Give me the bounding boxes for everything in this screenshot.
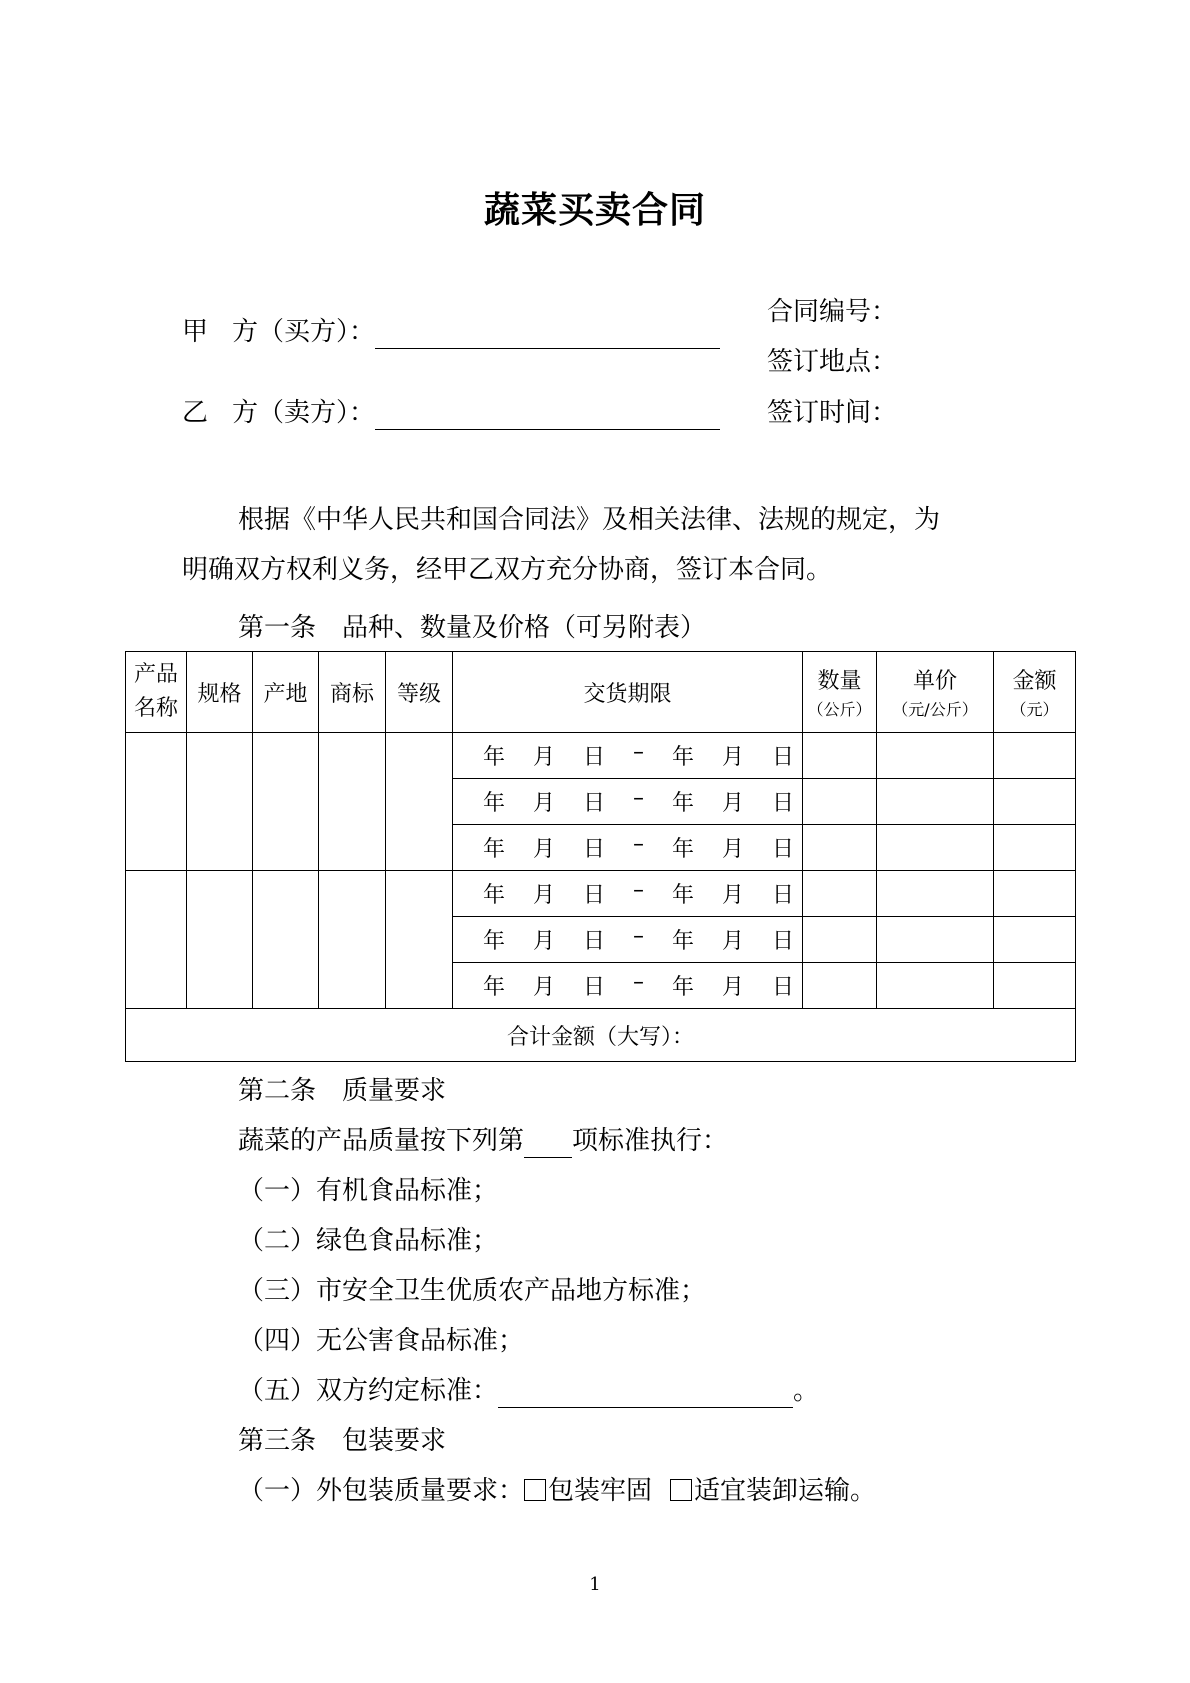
unit-price-cell[interactable]: [877, 963, 994, 1009]
date-part: 日: [583, 745, 606, 770]
agreed-standard-field[interactable]: [498, 1375, 793, 1408]
article-3-heading: 第三条 包装要求: [238, 1426, 447, 1456]
date-part: 月: [721, 837, 744, 862]
product-table: [125, 651, 1076, 1062]
header-spec: 规格: [187, 652, 253, 733]
header-product-name: [126, 652, 187, 733]
article-2-heading: 第二条 质量要求: [238, 1076, 447, 1106]
date-part: 年: [483, 975, 506, 1000]
delivery-period-cell[interactable]: [453, 963, 803, 1009]
date-part: 月: [533, 883, 556, 908]
date-part: 年: [483, 837, 506, 862]
date-part: 日: [771, 975, 794, 1000]
quantity-cell[interactable]: [803, 733, 877, 779]
unit-price-cell[interactable]: [877, 825, 994, 871]
delivery-period-cell[interactable]: [453, 733, 803, 779]
date-part: 月: [533, 745, 556, 770]
quality-item-3: （三）市安全卫生优质农产品地方标准；: [238, 1276, 707, 1306]
unit-price-cell[interactable]: [877, 917, 994, 963]
party-a-role: 方（买方）：: [232, 317, 376, 347]
quality-intro-after: 项标准执行：: [572, 1126, 729, 1156]
article-1-heading: 第一条 品种、数量及价格（可另附表）: [238, 613, 707, 643]
amount-cell[interactable]: [994, 917, 1076, 963]
header-name-top: 产品: [133, 662, 178, 687]
party-b-name-field[interactable]: [375, 397, 720, 430]
total-amount-cell[interactable]: [126, 1009, 1076, 1062]
total-row: [126, 1009, 1076, 1062]
page-number: 1: [589, 1574, 601, 1595]
date-part: 年: [483, 791, 506, 816]
date-part: 月: [533, 929, 556, 954]
quality-intro-before: 蔬菜的产品质量按下列第: [238, 1126, 525, 1156]
date-part: 日: [771, 929, 794, 954]
delivery-period-cell[interactable]: [453, 825, 803, 871]
header-name-bottom: 名称: [133, 696, 178, 721]
delivery-period-cell[interactable]: [453, 779, 803, 825]
option-transport-label: 适宜装卸运输。: [694, 1476, 877, 1506]
amount-cell[interactable]: [994, 871, 1076, 917]
quality-item-4: （四）无公害食品标准；: [238, 1326, 525, 1356]
header-quantity-label: 数量: [817, 668, 862, 694]
origin-cell[interactable]: [253, 871, 319, 1009]
product-name-cell[interactable]: [126, 733, 187, 871]
date-part: 年: [483, 929, 506, 954]
amount-cell[interactable]: [994, 779, 1076, 825]
date-part: 年: [671, 883, 694, 908]
quality-item-5-end: 。: [793, 1376, 820, 1406]
date-part: 日: [583, 791, 606, 816]
header-origin: 产地: [253, 652, 319, 733]
checkbox-transport[interactable]: [670, 1479, 692, 1501]
date-part: –: [633, 786, 644, 811]
date-part: 年: [483, 745, 506, 770]
spec-cell[interactable]: [187, 733, 253, 871]
date-part: 日: [771, 837, 794, 862]
unit-price-cell[interactable]: [877, 779, 994, 825]
date-part: 月: [533, 837, 556, 862]
party-a-line: [182, 316, 720, 349]
date-part: 日: [771, 883, 794, 908]
header-amount: [994, 652, 1076, 733]
date-part: 年: [671, 837, 694, 862]
amount-cell[interactable]: [994, 733, 1076, 779]
sign-place-label: 签订地点：: [767, 347, 898, 377]
contract-number-label: 合同编号：: [767, 297, 898, 327]
party-b-line: [182, 397, 720, 430]
date-part: 月: [721, 745, 744, 770]
date-part: 日: [583, 929, 606, 954]
grade-cell[interactable]: [386, 871, 453, 1009]
date-part: –: [633, 878, 644, 903]
date-part: 年: [671, 791, 694, 816]
date-part: –: [633, 832, 644, 857]
table-row: [126, 871, 1076, 917]
checkbox-sturdy[interactable]: [524, 1479, 546, 1501]
header-amount-unit: （元）: [1010, 699, 1059, 719]
header-quantity: [803, 652, 877, 733]
date-part: 年: [671, 745, 694, 770]
total-amount-label: 合计金额（大写）：: [506, 1024, 694, 1050]
standard-number-field[interactable]: [524, 1125, 572, 1158]
date-part: –: [633, 970, 644, 995]
quality-item-1: （一）有机食品标准；: [238, 1176, 499, 1206]
header-amount-label: 金额: [1012, 668, 1057, 694]
quantity-cell[interactable]: [803, 917, 877, 963]
packaging-prefix: （一）外包装质量要求：: [238, 1476, 525, 1506]
quantity-cell[interactable]: [803, 871, 877, 917]
brand-cell[interactable]: [319, 871, 386, 1009]
quality-item-2: （二）绿色食品标准；: [238, 1226, 499, 1256]
table-header-row: [126, 652, 1076, 733]
unit-price-cell[interactable]: [877, 871, 994, 917]
date-part: 年: [671, 929, 694, 954]
delivery-period-cell[interactable]: [453, 871, 803, 917]
intro-line-1: 根据《中华人民共和国合同法》及相关法律、法规的规定，为: [238, 505, 941, 535]
amount-cell[interactable]: [994, 825, 1076, 871]
date-part: 日: [583, 883, 606, 908]
date-part: 月: [533, 975, 556, 1000]
party-a-label: 甲: [182, 317, 209, 347]
intro-line-2: 明确双方权利义务，经甲乙双方充分协商，签订本合同。: [182, 555, 833, 585]
spec-cell[interactable]: [187, 871, 253, 1009]
date-part: 年: [483, 883, 506, 908]
unit-price-cell[interactable]: [877, 733, 994, 779]
quality-intro: [238, 1125, 728, 1158]
quantity-cell[interactable]: [803, 779, 877, 825]
header-quantity-unit: （公斤）: [807, 699, 872, 719]
party-b-role: 方（卖方）：: [232, 398, 376, 428]
party-a-name-field[interactable]: [375, 316, 720, 349]
packaging-line-1: [238, 1475, 876, 1507]
product-name-cell[interactable]: [126, 871, 187, 1009]
origin-cell[interactable]: [253, 733, 319, 871]
quantity-cell[interactable]: [803, 825, 877, 871]
header-unit-price: [877, 652, 994, 733]
sign-time-label: 签订时间：: [767, 398, 898, 428]
option-sturdy-label: 包装牢固: [548, 1476, 653, 1506]
date-part: 月: [533, 791, 556, 816]
header-delivery-period: 交货期限: [453, 652, 803, 733]
date-part: 日: [583, 975, 606, 1000]
quality-item-5-label: （五）双方约定标准：: [238, 1376, 499, 1406]
date-part: 月: [721, 929, 744, 954]
grade-cell[interactable]: [386, 733, 453, 871]
header-grade: 等级: [386, 652, 453, 733]
amount-cell[interactable]: [994, 963, 1076, 1009]
party-b-label: 乙: [182, 398, 209, 428]
date-part: 日: [583, 837, 606, 862]
date-part: –: [633, 740, 644, 765]
quality-item-5: [238, 1375, 819, 1408]
date-part: 日: [771, 791, 794, 816]
table-row: [126, 733, 1076, 779]
brand-cell[interactable]: [319, 733, 386, 871]
delivery-period-cell[interactable]: [453, 917, 803, 963]
date-part: 日: [771, 745, 794, 770]
document-title: 蔬菜买卖合同: [483, 189, 706, 231]
date-part: 月: [721, 791, 744, 816]
date-part: –: [633, 924, 644, 949]
date-part: 年: [671, 975, 694, 1000]
header-brand: 商标: [319, 652, 386, 733]
header-price-label: 单价: [912, 668, 957, 694]
date-part: 月: [721, 975, 744, 1000]
header-price-unit: （元/公斤）: [892, 699, 978, 719]
quantity-cell[interactable]: [803, 963, 877, 1009]
date-part: 月: [721, 883, 744, 908]
